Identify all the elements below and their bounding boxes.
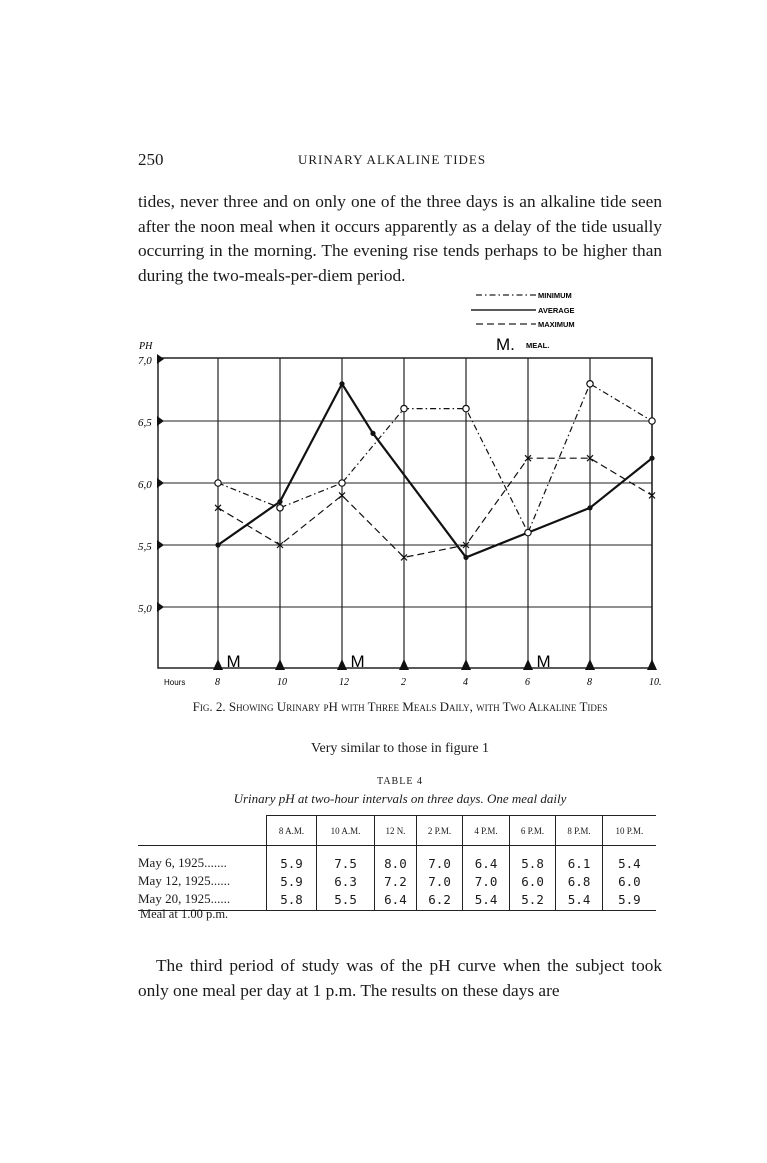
table-cell: 8.0 [375, 846, 417, 873]
legend-meal-label: MEAL. [526, 341, 550, 350]
data-point [525, 529, 531, 535]
table-column-header: 8 A.M. [267, 816, 317, 846]
table-cell: 5.9 [602, 890, 656, 911]
table-cell: 5.5 [317, 890, 375, 911]
y-tick-marker [157, 602, 164, 612]
data-point [587, 381, 593, 387]
table-cell: 6.4 [375, 890, 417, 911]
figure-subcaption: Very similar to those in figure 1 [310, 741, 490, 756]
x-tick-marker [647, 659, 657, 670]
x-tick-marker [523, 659, 533, 670]
x-tick-label: 8 [215, 677, 220, 688]
x-tick-marker [275, 659, 285, 670]
table-cell: 5.2 [509, 890, 556, 911]
running-title: URINARY ALKALINE TIDES [298, 152, 487, 167]
data-point [215, 480, 221, 486]
meal-marker: M [226, 652, 241, 671]
table-column-header: 4 P.M. [463, 816, 510, 846]
data-point [277, 505, 283, 511]
table-cell: 5.9 [267, 872, 317, 890]
x-tick-marker [213, 659, 223, 670]
table-cell: 6.1 [556, 846, 603, 873]
paragraph-1-text: tides, never three and on only one of the three days is an alkaline tide seen after the noon meal when it occurs apparently as a delay of the tide usually occurring in the morning. The evening rise tends perhaps to be higher than during the two-meals-per-diem period. [138, 192, 662, 285]
y-tick-label: 7,0 [138, 355, 152, 367]
table-cell: 6.3 [317, 872, 375, 890]
table-cell: 7.2 [375, 872, 417, 890]
table-header-row [138, 816, 656, 846]
table-caption: Urinary pH at two-hour intervals on three days. One meal daily [233, 791, 567, 806]
table-cell: 7.0 [416, 872, 463, 890]
data-point [370, 431, 375, 436]
data-point [339, 381, 344, 386]
table-cell: 6.4 [463, 846, 510, 873]
x-tick-label: 4 [463, 677, 468, 688]
figure-caption: Fig. 2. Showing Urinary pH with Three Meals Daily, with Two Alkaline Tides [192, 699, 608, 714]
table-row-label: May 12, 1925...... [138, 873, 231, 888]
series-line-average [218, 384, 652, 558]
table-title: TABLE 4 [377, 776, 423, 787]
y-axis-label: PH [139, 341, 153, 352]
table-cell: 5.4 [463, 890, 510, 911]
table-column-header: 12 N. [375, 816, 417, 846]
y-tick-marker [157, 540, 164, 550]
table-row-label: May 20, 1925...... [138, 890, 267, 911]
table-cell: 7.0 [416, 846, 463, 873]
table-corner-cell [138, 816, 267, 846]
x-tick-label: 6 [525, 677, 530, 688]
table-column-header: 10 A.M. [317, 816, 375, 846]
table-column-header: 10 P.M. [602, 816, 656, 846]
data-point [215, 542, 220, 547]
table-cell: 6.0 [602, 872, 656, 890]
data-point [277, 499, 282, 504]
x-tick-marker [585, 659, 595, 670]
table-body [138, 846, 656, 911]
plot-area [138, 354, 662, 688]
data-point [463, 555, 468, 560]
x-tick-label: 8 [587, 677, 592, 688]
table-column-header: 6 P.M. [509, 816, 556, 846]
table-cell: 7.0 [463, 872, 510, 890]
x-tick-marker [461, 659, 471, 670]
table-cell: 5.9 [267, 846, 317, 873]
table-cell: 5.8 [267, 890, 317, 911]
table-cell: 6.0 [509, 872, 556, 890]
table-row-label: May 6, 1925....... [138, 855, 227, 870]
x-tick-label: 10. [649, 677, 662, 688]
table-note: Meal at 1.00 p.m. [140, 907, 229, 921]
table-cell: 5.4 [602, 846, 656, 873]
y-tick-marker [157, 478, 164, 488]
table-row [138, 846, 656, 873]
legend-meal-symbol: M. [496, 335, 515, 354]
chart-legend [471, 291, 575, 354]
table-cell: 5.4 [556, 890, 603, 911]
table-cell: 7.5 [317, 846, 375, 873]
page-number: 250 [138, 150, 164, 169]
data-point [587, 505, 592, 510]
table-column-header: 8 P.M. [556, 816, 603, 846]
y-tick-marker [157, 354, 164, 364]
table-cell: 5.8 [509, 846, 556, 873]
ph-table [138, 815, 656, 911]
meal-marker: M [536, 652, 551, 671]
paragraph-2-text: The third period of study was of the pH curve when the subject took only one meal per day at 1 p.m. The results on these days are [138, 956, 662, 1000]
y-tick-label: 5,5 [138, 541, 152, 553]
table-cell: 6.2 [416, 890, 463, 911]
data-point [649, 418, 655, 424]
data-point [649, 456, 654, 461]
paragraph-2 [138, 954, 662, 1003]
table-column-header: 2 P.M. [416, 816, 463, 846]
legend-maximum-label: MAXIMUM [538, 320, 575, 329]
y-tick-marker [157, 416, 164, 426]
data-point [401, 405, 407, 411]
x-tick-label: 2 [401, 677, 406, 688]
table-row [138, 872, 656, 890]
x-tick-label: 10 [277, 677, 287, 688]
legend-average-label: AVERAGE [538, 306, 575, 315]
meal-marker: M [350, 652, 365, 671]
y-tick-label: 6,5 [138, 417, 152, 429]
x-axis-label: Hours [164, 678, 186, 687]
x-tick-marker [399, 659, 409, 670]
legend-minimum-label: MINIMUM [538, 291, 572, 300]
x-tick-marker [337, 659, 347, 670]
x-tick-label: 12 [339, 677, 349, 688]
y-tick-label: 6,0 [138, 479, 152, 491]
data-point [463, 405, 469, 411]
y-tick-label: 5,0 [138, 603, 152, 615]
data-point [339, 480, 345, 486]
table-cell: 6.8 [556, 872, 603, 890]
